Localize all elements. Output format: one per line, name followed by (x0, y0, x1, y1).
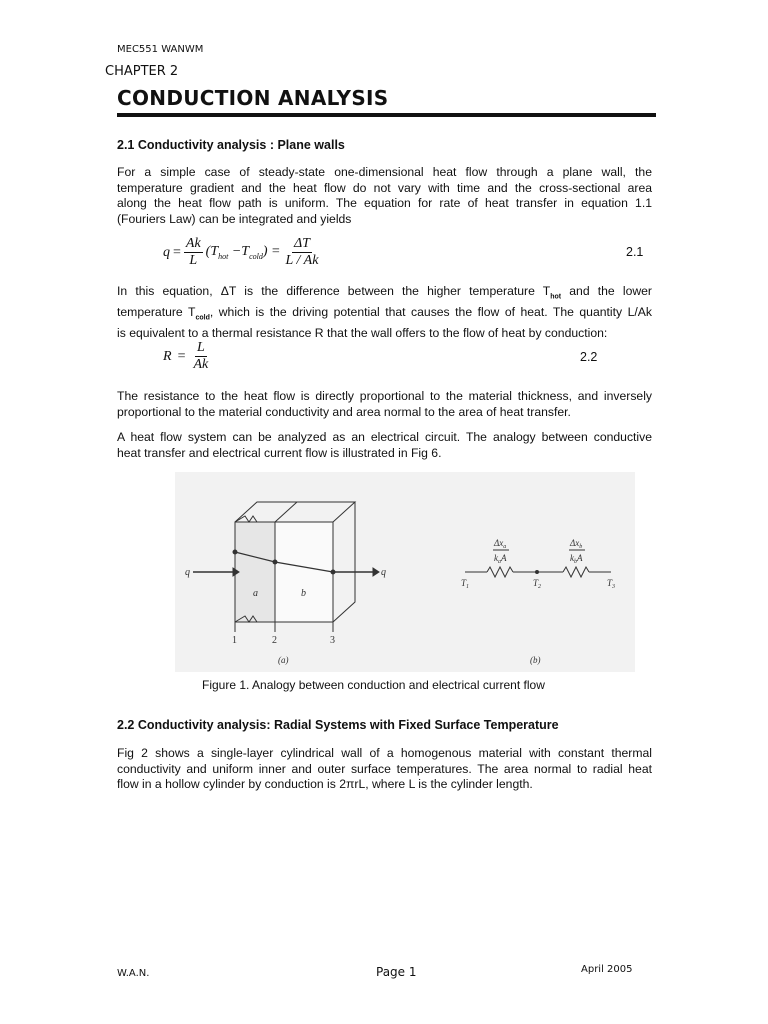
fraction-denominator: L (189, 253, 198, 268)
sub: 1 (466, 584, 470, 590)
sym: Δx (570, 538, 580, 548)
label-position-3: 3 (330, 635, 335, 646)
section-heading-2-1: 2.1 Conductivity analysis : Plane walls (117, 138, 345, 152)
sym: T (461, 578, 467, 588)
text-line: The resistance to the heat flow is directly proportional to the material thickness, and inversely (117, 389, 652, 403)
label-position-2: 2 (272, 635, 277, 646)
sym: A (577, 553, 583, 563)
text-line: proportional to the material conductivity and area normal to the area of heat transfer. (117, 404, 571, 419)
node-t2-circuit (536, 571, 539, 574)
text-run: temperature T (117, 305, 196, 320)
label-layer-a: a (253, 588, 258, 599)
fraction-numerator: L (196, 340, 205, 355)
fraction-dt-lak (283, 236, 320, 269)
sym: A (501, 553, 507, 563)
text-line: (Fouriers Law) can be integrated and yields (117, 211, 352, 226)
fraction-denominator: L / Ak (285, 253, 319, 268)
eq-symbol: = (177, 348, 186, 364)
title-rule (117, 113, 656, 117)
text-line: temperature gradient and the heat flow do not vary with time and the cross-sectional area (117, 180, 652, 195)
text-line: along the heat flow path is uniform. The equation for rate of heat transfer in equation 1.1 (117, 196, 652, 211)
chapter-label: CHAPTER 2 (105, 64, 179, 79)
sym: k (570, 553, 574, 563)
text-run: In this equation, ΔT is the difference between the higher temperature T (117, 284, 551, 298)
paragraph-resistance (117, 389, 652, 420)
paragraph-radial (117, 746, 652, 793)
sub: a (498, 559, 501, 565)
subscript-cold: cold (195, 314, 210, 322)
eq-text: ) = (262, 244, 281, 260)
footer-author: W.A.N. (117, 968, 150, 979)
figure-conduction-analogy (175, 472, 635, 672)
subscript-hot: hot (550, 293, 562, 301)
layer-b-front (275, 522, 333, 622)
equation-2-1 (163, 236, 320, 269)
text-line (117, 305, 652, 326)
subfigure-label-b: (b) (530, 655, 541, 665)
course-code: MEC551 WANWM (117, 44, 204, 55)
text-line (117, 284, 652, 305)
paragraph-delta-t (117, 284, 652, 342)
text-line: is equivalent to a thermal resistance R that the wall offers to the flow of heat by conduction: (117, 326, 608, 341)
eq-text: −T (228, 244, 250, 260)
sub: b (574, 559, 577, 565)
text-line: conductivity and uniform inner and outer surface temperatures. The area normal to radial heat (117, 761, 652, 776)
equation-number-2-2: 2.2 (580, 350, 598, 364)
sub: b (579, 544, 583, 550)
figure-caption: Figure 1. Analogy between conduction and electrical current flow (202, 678, 545, 692)
eq-symbol: = (173, 244, 181, 260)
eq-text: (T (205, 244, 219, 260)
label-q-in: q (185, 567, 190, 578)
chapter-title: CONDUCTION ANALYSIS (117, 86, 389, 110)
sub: a (503, 544, 507, 550)
subfigure-label-a: (a) (278, 655, 289, 665)
sym: Δx (494, 538, 504, 548)
sym: T (533, 578, 539, 588)
eq-subscript: cold (249, 251, 263, 261)
paragraph-intro (117, 165, 652, 227)
fraction-numerator: ΔT (293, 236, 310, 251)
node-t2 (273, 560, 277, 564)
layer-a-front (235, 522, 275, 622)
sub: 2 (538, 584, 542, 590)
text-line: For a simple case of steady-state one-dimensional heat flow through a plane wall, the (117, 165, 652, 179)
text-line: heat transfer and electrical current flow is illustrated in Fig 6. (117, 445, 442, 460)
sym: k (494, 553, 498, 563)
label-layer-b: b (301, 588, 306, 599)
paragraph-analogy (117, 430, 652, 461)
equation-number-2-1: 2.1 (626, 245, 644, 259)
sub: 3 (612, 584, 616, 590)
label-q-out: q (381, 567, 386, 578)
eq-symbol (206, 244, 281, 261)
sym: T (607, 578, 613, 588)
text-line: flow in a hollow cylinder by conduction is 2πrL, where L is the cylinder length. (117, 777, 533, 792)
eq-symbol: q (163, 244, 170, 260)
fraction-numerator: Ak (185, 236, 201, 251)
equation-2-2 (163, 340, 210, 373)
footer-page-number: Page 1 (376, 965, 417, 979)
text-line: Fig 2 shows a single-layer cylindrical wall of a homogenous material with constant thermal (117, 746, 652, 760)
eq-symbol: R (163, 348, 172, 364)
eq-subscript: hot (218, 251, 229, 261)
fraction-denominator: Ak (193, 357, 209, 372)
fraction-l-ak (191, 340, 210, 373)
text-run: and the lower (561, 284, 652, 298)
node-t1 (233, 550, 237, 554)
section-heading-2-2: 2.2 Conductivity analysis: Radial Systems with Fixed Surface Temperature (117, 718, 559, 732)
text-run: , which is the driving potential that causes the flow of heat. The quantity L/Ak (209, 305, 652, 320)
footer-date: April 2005 (581, 964, 633, 975)
fraction-ak-l (184, 236, 203, 269)
text-line: A heat flow system can be analyzed as an electrical circuit. The analogy between conductive (117, 430, 652, 444)
label-position-1: 1 (232, 635, 237, 646)
